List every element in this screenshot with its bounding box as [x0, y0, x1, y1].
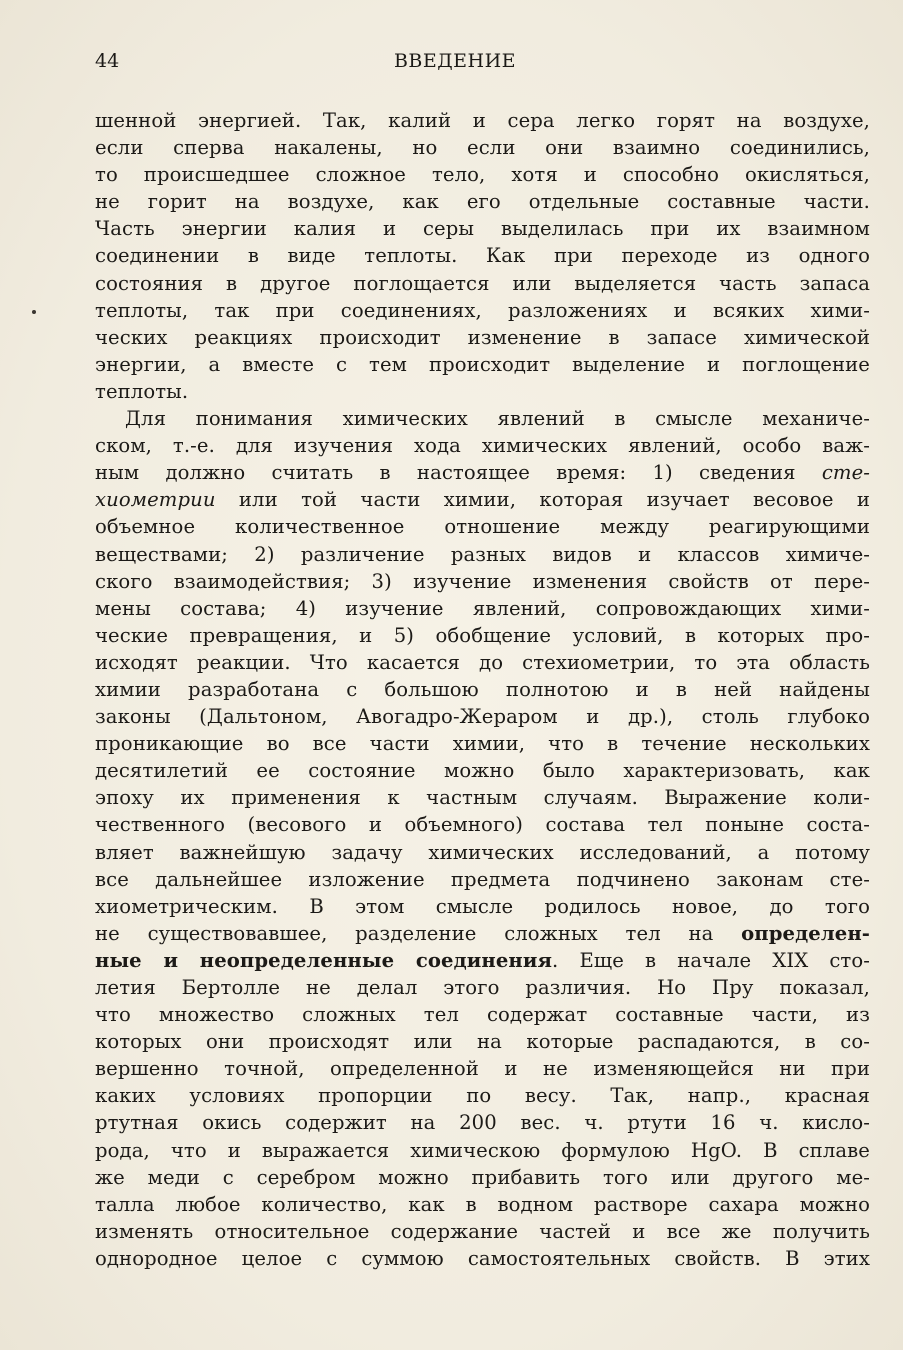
text-line: соединении в виде теплоты. Как при переходе из одного: [95, 244, 870, 268]
text-line: проникающие во все части химии, что в течение нескольких: [95, 732, 870, 756]
text-line: все дальнейшее изложение предмета подчинено законам сте-: [95, 867, 870, 891]
page-header: [95, 50, 815, 74]
text-line: вляет важнейшую задачу химических исследований, а потому: [95, 840, 870, 864]
text-run: ным должно считать в настоящее время: 1) сведения: [95, 461, 822, 485]
text-line: Для понимания химических явлений в смысле механиче-: [125, 407, 870, 431]
text-line: хиометрическим. В этом смысле родилось новое, до того: [95, 894, 870, 918]
text-run: не существовавшее, разделение сложных тел на: [95, 921, 742, 945]
italic-term: сте-: [821, 461, 870, 485]
text-line: исходят реакции. Что касается до стехиометрии, то эта область: [95, 650, 870, 674]
italic-term: хиометрии: [95, 488, 216, 512]
text-line: [95, 947, 870, 974]
running-title: ВВЕДЕНИЕ: [393, 50, 517, 72]
text-line: же меди с серебром можно прибавить того или другого ме-: [95, 1165, 870, 1189]
text-line: чественного (весового и объемного) состава тел поныне соста-: [95, 813, 870, 837]
text-run: . Еще в начале XIX сто-: [552, 948, 870, 972]
text-line: рода, что и выражается химическою формулою HgO. В сплаве: [95, 1138, 870, 1162]
text-line: мены состава; 4) изучение явлений, сопровождающих хими-: [95, 596, 870, 620]
text-line: каких условиях пропорции по весу. Так, напр., красная: [95, 1084, 870, 1108]
body-text: [95, 107, 870, 1272]
text-line: ского взаимодействия; 3) изучение изменения свойств от пере-: [95, 569, 870, 593]
text-line: теплоты, так при соединениях, разложениях и всяких хими-: [95, 298, 870, 322]
text-line: что множество сложных тел содержат составные части, из: [95, 1003, 870, 1027]
text-line: вершенно точной, определенной и не изменяющейся ни при: [95, 1057, 870, 1081]
text-line: [95, 486, 870, 513]
text-line: законы (Дальтоном, Авогадро-Жераром и др.), столь глубоко: [95, 705, 870, 729]
text-line: [95, 459, 870, 486]
paragraph: [95, 107, 870, 405]
text-line: шенной энергией. Так, калий и сера легко горят на воздухе,: [95, 109, 870, 132]
text-line: не горит на воздухе, как его отдельные составные части.: [95, 190, 870, 214]
text-run: или той части химии, которая изучает весовое и: [215, 488, 870, 512]
paragraph: [95, 405, 870, 1272]
text-line: Часть энергии калия и серы выделилась при их взаимном: [95, 217, 870, 241]
text-line: ческих реакциях происходит изменение в запасе химической: [95, 325, 870, 349]
text-line: изменять относительное содержание частей и все же получить: [95, 1219, 870, 1243]
text-line: которых они происходят или на которые распадаются, в со-: [95, 1030, 870, 1054]
text-line: объемное количественное отношение между реагирующими: [95, 515, 870, 539]
bold-term: ные и неопределенные соединения: [95, 948, 553, 972]
bold-term: определен-: [741, 921, 870, 945]
text-line: талла любое количество, как в водном растворе сахара можно: [95, 1192, 870, 1216]
text-line: веществами; 2) различение разных видов и классов химиче-: [95, 542, 870, 566]
text-line: то происшедшее сложное тело, хотя и способно окисляться,: [95, 163, 870, 187]
text-line: летия Бертолле не делал этого различия. Но Пру показал,: [95, 976, 870, 999]
page-number: 44: [95, 50, 120, 72]
text-line: эпоху их применения к частным случаям. Выражение коли-: [95, 786, 870, 810]
text-line: теплоты.: [95, 379, 189, 403]
text-line: однородное целое с суммою самостоятельных свойств. В этих: [95, 1246, 870, 1270]
text-line: состояния в другое поглощается или выделяется часть запаса: [95, 271, 870, 295]
text-line: десятилетий ее состояние можно было характеризовать, как: [95, 759, 870, 783]
text-line: ском, т.-е. для изучения хода химических явлений, особо важ-: [95, 434, 870, 458]
margin-mark: [32, 310, 36, 314]
text-line: ртутная окись содержит на 200 вес. ч. ртути 16 ч. кисло-: [95, 1111, 870, 1135]
text-line: если сперва накалены, но если они взаимно соединились,: [95, 136, 870, 160]
text-line: химии разработана с большою полнотою и в ней найдены: [95, 677, 870, 701]
text-line: энергии, а вместе с тем происходит выделение и поглощение: [95, 352, 870, 376]
text-line: ческие превращения, и 5) обобщение условий, в которых про-: [95, 623, 870, 647]
text-line: [95, 920, 870, 947]
